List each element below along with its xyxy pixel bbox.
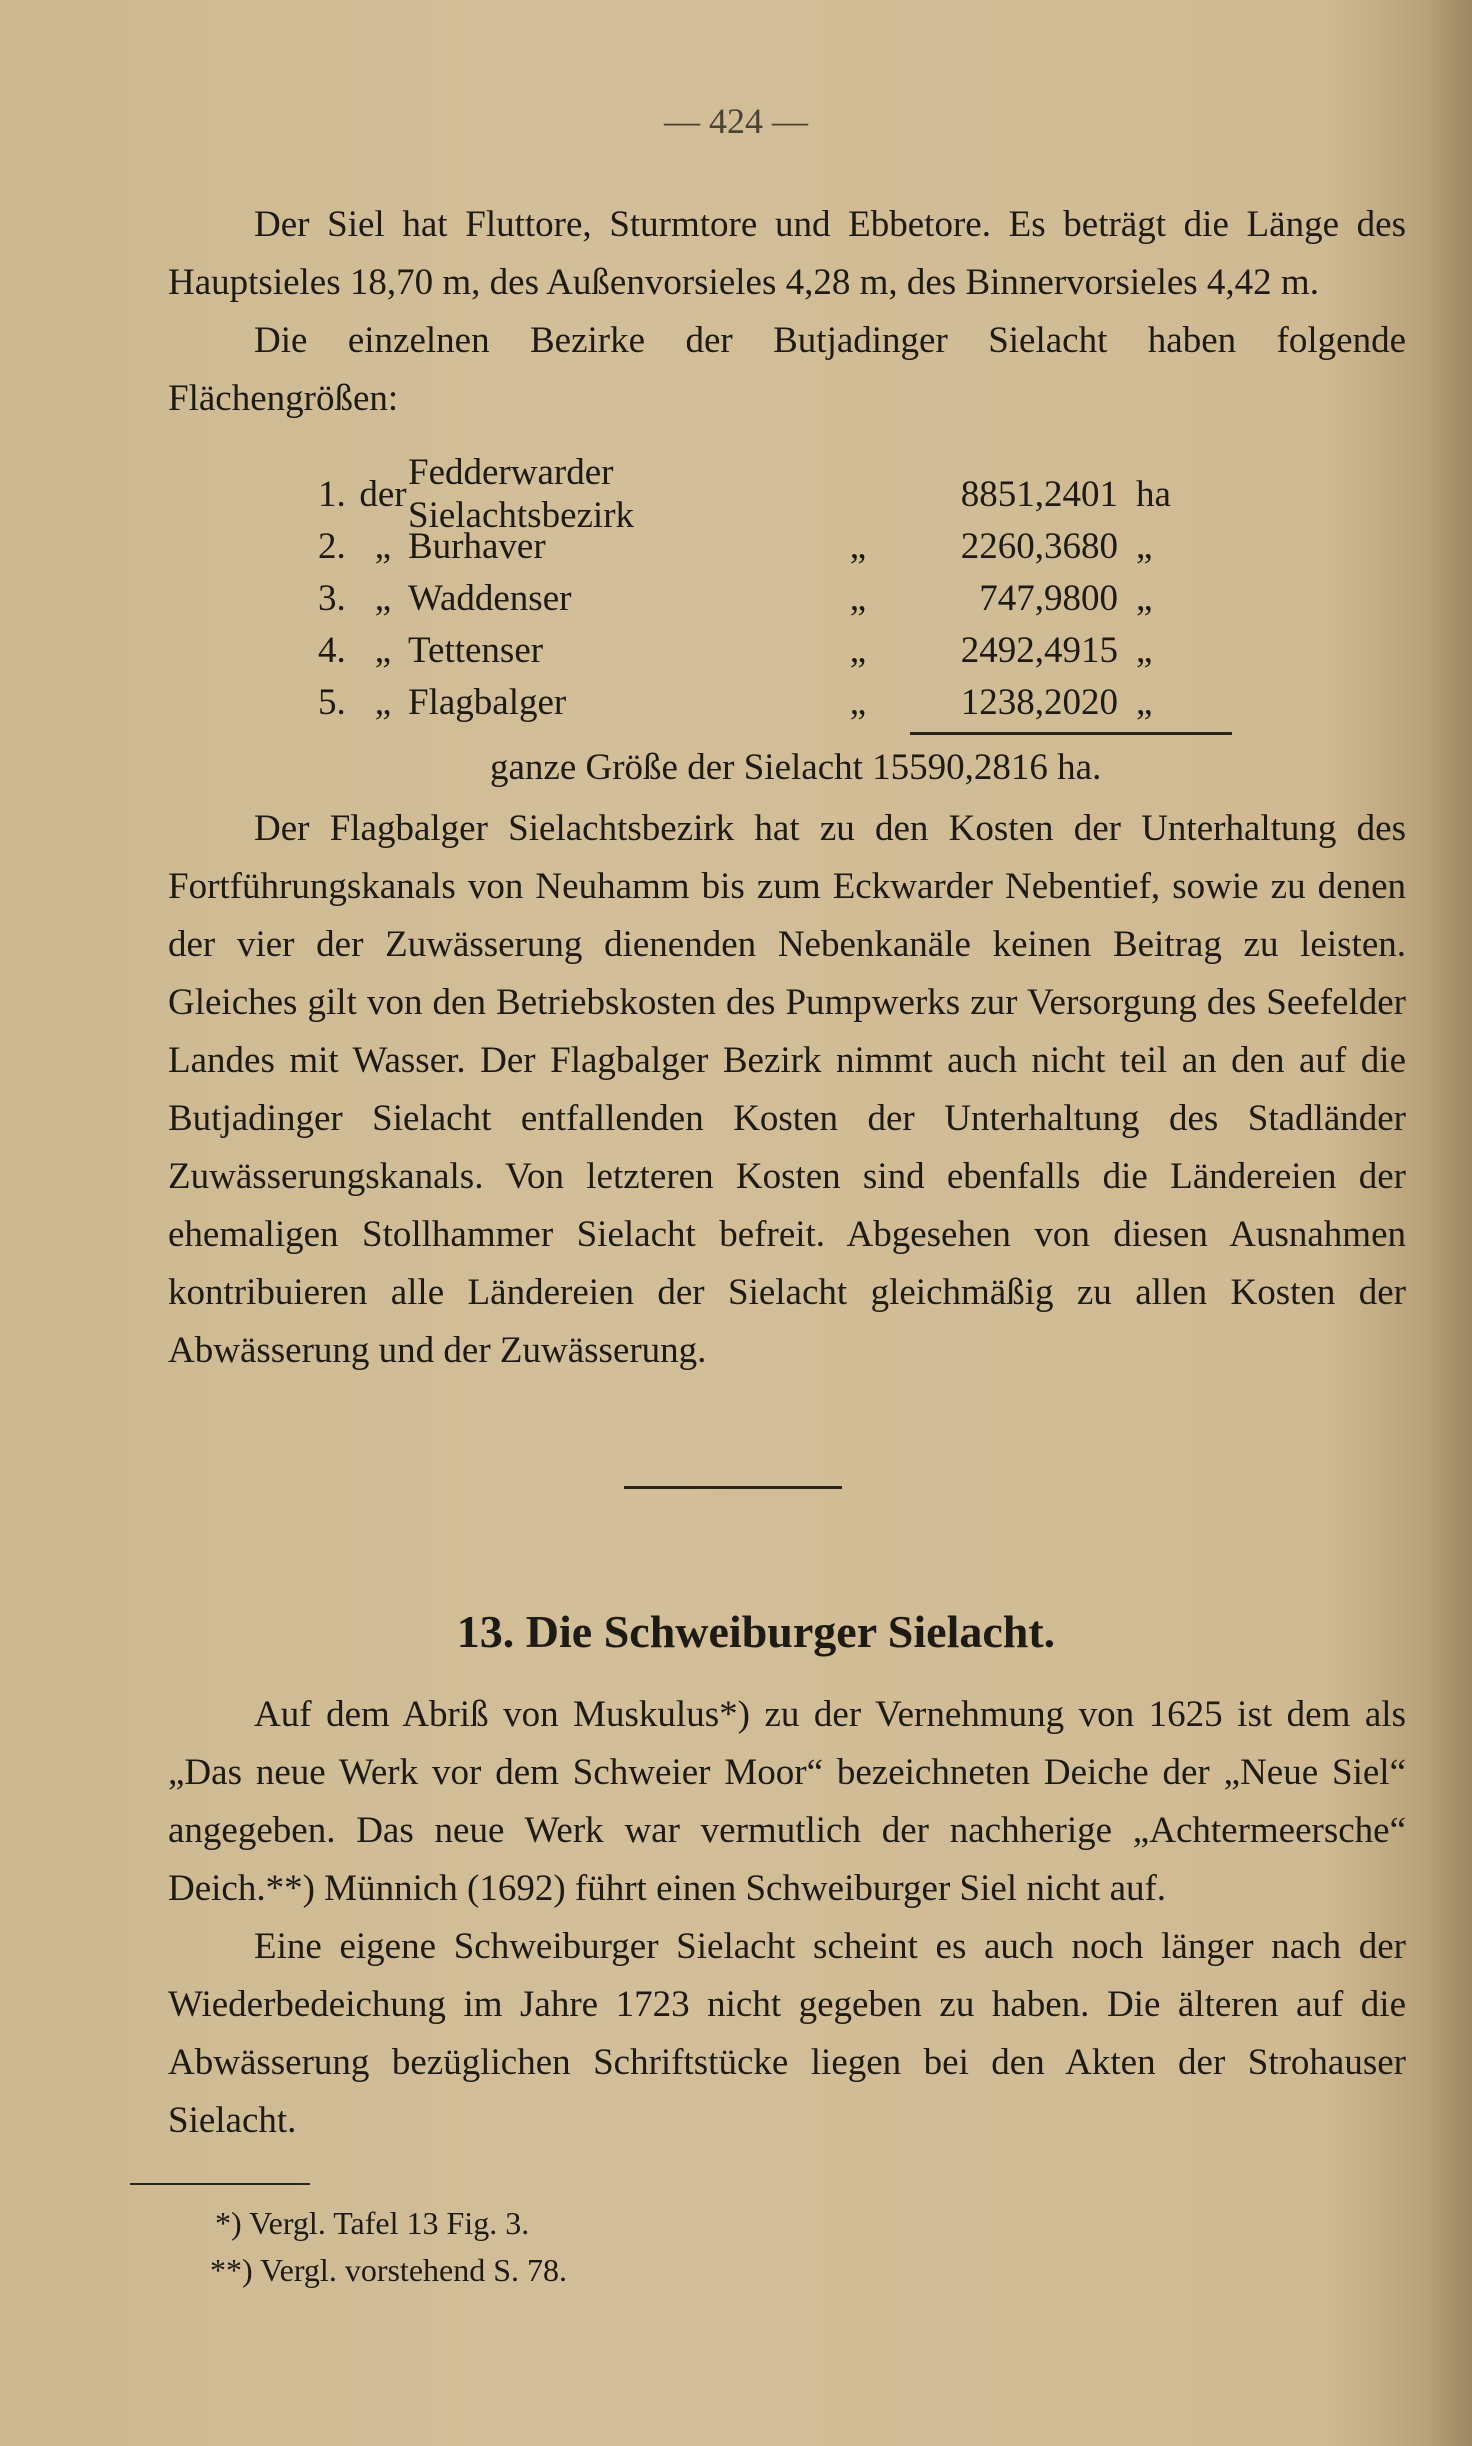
ditto-mark: „ — [849, 577, 867, 619]
area-unit: „ — [1136, 681, 1153, 723]
middle-text — [168, 800, 1406, 1380]
paragraph: Die einzelnen Bezirke der Butjadinger Sielacht haben folgende Flächengrößen: — [168, 320, 1406, 419]
footnote-rule — [130, 2183, 310, 2185]
ditto-mark: „ — [849, 681, 867, 723]
row-prefix: „ — [374, 525, 392, 567]
row-number: 3. — [318, 577, 346, 619]
area-value: 1238,2020 — [960, 681, 1118, 723]
district-name: Waddenser — [408, 577, 572, 619]
row-number: 5. — [318, 681, 346, 723]
row-prefix: „ — [374, 629, 392, 671]
area-unit: „ — [1136, 577, 1153, 619]
paragraph: Eine eigene Schweiburger Sielacht scheint es auch noch länger nach der Wiederbedeichung im Jahre 1723 nicht gegeben zu haben. Die älteren auf die Abwässerung bezüglichen Schriftstücke liegen bei den Akten der Strohauser Sielacht. — [168, 1926, 1406, 2141]
table-row — [318, 676, 1238, 728]
table-row — [318, 572, 1238, 624]
row-prefix: „ — [374, 681, 392, 723]
paragraph: Der Flagbalger Sielachtsbezirk hat zu den Kosten der Unterhaltung des Fortführungskanals von Neuhamm bis zum Eckwarder Nebentief, sowie zu denen der vier der Zuwässerung dienenden Nebenkanäle keinen Beitrag zu leisten. Gleiches gilt von den Betriebskosten des Pumpwerks zur Versorgung des Seefelder Landes mit Wasser. Der Flagbalger Bezirk nimmt auch nicht teil an den auf die Butjadinger Sielacht entfallenden Kosten der Unterhaltung des Stadländer Zuwässerungskanals. Von letzteren Kosten sind ebenfalls die Ländereien der ehemaligen Stollhammer Sielacht befreit. Abgesehen von diesen Ausnahmen kontribuieren alle Ländereien der Sielacht gleichmäßig zu allen Kosten der Abwässerung und der Zuwässerung. — [168, 808, 1406, 1371]
row-prefix: der — [359, 473, 407, 515]
area-value: 2492,4915 — [960, 629, 1118, 671]
area-unit: „ — [1136, 525, 1153, 567]
ditto-mark: „ — [849, 629, 867, 671]
ditto-mark: „ — [849, 525, 867, 567]
sum-rule — [910, 732, 1232, 735]
area-unit: „ — [1136, 629, 1153, 671]
row-number: 4. — [318, 629, 346, 671]
footnote: **) Vergl. vorstehend S. 78. — [210, 2252, 568, 2288]
bottom-text — [168, 1686, 1406, 2150]
table-row — [318, 520, 1238, 572]
district-name: Burhaver — [408, 525, 546, 567]
row-number: 1. — [318, 473, 346, 515]
section-heading: 13. Die Schweiburger Sielacht. — [456, 1606, 1056, 1657]
page-number: — 424 — — [664, 101, 808, 141]
paragraph: Auf dem Abriß von Muskulus*) zu der Vernehmung von 1625 ist dem als „Das neue Werk vor dem Schweier Moor“ bezeichneten Deiche der „Neue Siel“ angegeben. Das neue Werk war vermutlich der nachherige „Achtermeersche“ Deich.**) Münnich (1692) führt einen Schweiburger Siel nicht auf. — [168, 1694, 1406, 1909]
row-number: 2. — [318, 525, 346, 567]
section-divider — [624, 1486, 842, 1489]
table-row — [318, 452, 1238, 536]
footnote: *) Vergl. Tafel 13 Fig. 3. — [215, 2205, 530, 2241]
table-row — [318, 624, 1238, 676]
area-table — [318, 452, 1238, 728]
row-prefix: „ — [374, 577, 392, 619]
area-value: 747,9800 — [979, 577, 1118, 619]
table-total: ganze Größe der Sielacht 15590,2816 ha. — [490, 747, 1102, 788]
district-name: Flagbalger — [408, 681, 567, 723]
paragraph: Der Siel hat Fluttore, Sturmtore und Ebbetore. Es beträgt die Länge des Hauptsieles 18,70 m, des Außenvorsieles 4,28 m, des Binnervorsieles 4,42 m. — [168, 204, 1406, 303]
top-text — [168, 196, 1406, 428]
area-value: 2260,3680 — [960, 525, 1118, 567]
area-unit: ha — [1136, 473, 1171, 515]
district-name: Fedderwarder Sielachtsbezirk — [408, 452, 635, 536]
area-value: 8851,2401 — [960, 473, 1118, 515]
district-name: Tettenser — [408, 629, 544, 671]
